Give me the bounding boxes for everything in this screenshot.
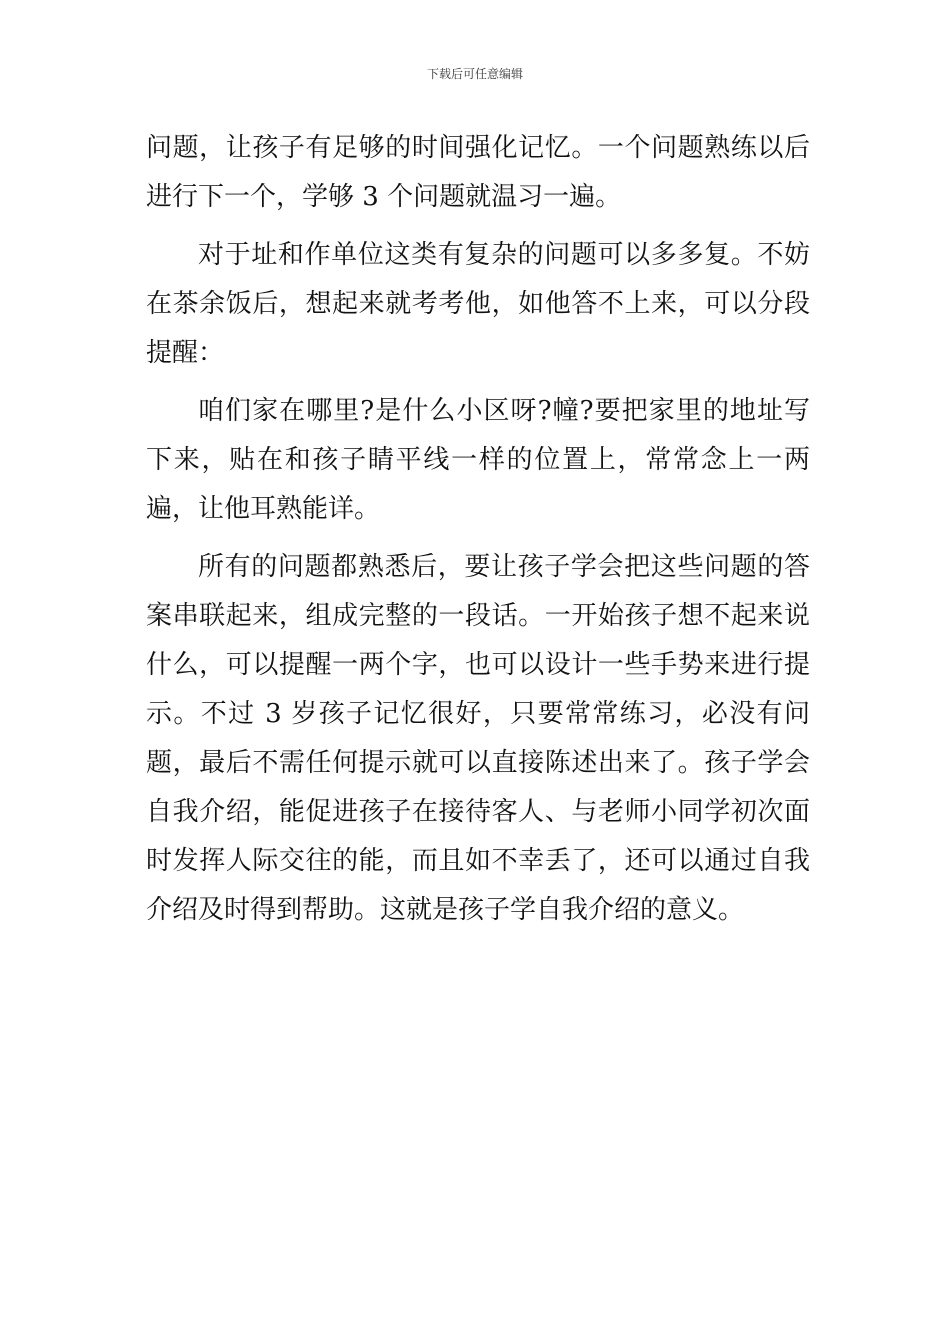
paragraph-1: 问题，让孩子有足够的时间强化记忆。一个问题熟练以后进行下一个，学够 3 个问题就温习一遍。 [146,133,810,212]
paragraph-gap [146,378,810,387]
paragraph-3: 咱们家在哪里?是什么小区呀?幢?要把家里的地址写下来，贴在和孩子睛平线一样的位置上，常常念上一两遍，让他耳熟能详。 [146,396,810,524]
paragraph-gap [146,222,810,231]
paragraph-4: 所有的问题都熟悉后，要让孩子学会把这些问题的答案串联起来，组成完整的一段话。一开始孩子想不起来说什么，可以提醒一两个字，也可以设计一些手势来进行提示。不过 3 岁孩子记忆很好，只要常常练习，必没有问题，最后不需任何提示就可以直接陈述出来了。孩子学会自我介绍，能促进孩子在接待客人、与老师小同学初次面时发挥人际交往的能，而且如不幸丢了，还可以通过自我介绍及时得到帮助。这就是孩子学自我介绍的意义。 [146,552,810,925]
page-header: 下载后可任意编辑 [426,67,523,81]
paragraph-2: 对于址和作单位这类有复杂的问题可以多多复。不妨在茶余饭后，想起来就考考他，如他答不上来，可以分段提醒： [146,240,810,368]
paragraph-gap [146,534,810,543]
document-body [146,124,810,935]
